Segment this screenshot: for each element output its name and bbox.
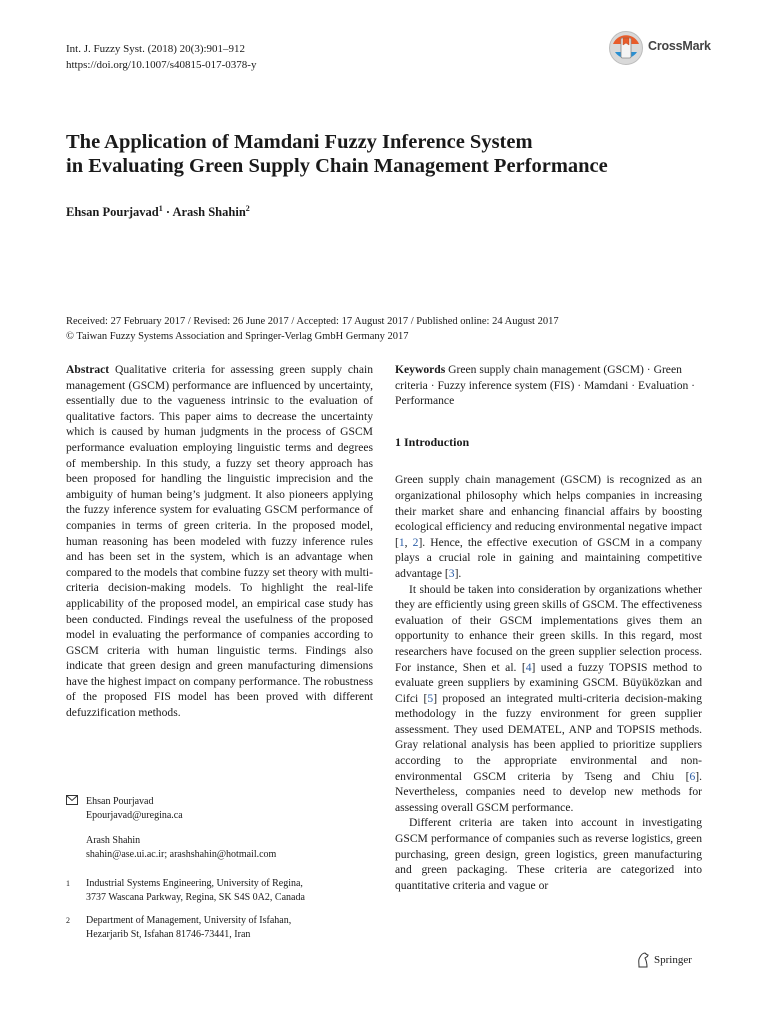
publication-history (66, 314, 706, 344)
envelope-icon (66, 795, 86, 861)
author-1[interactable]: Ehsan Pourjavad (66, 205, 159, 220)
citation-link[interactable]: 4 (525, 660, 532, 674)
title-line-1: The Application of Mamdani Fuzzy Inference System (66, 131, 533, 153)
author-separator: · (162, 205, 173, 220)
author-2[interactable]: Arash Shahin (172, 205, 246, 220)
corresponding-author-name: Ehsan Pourjavad (86, 796, 154, 807)
submission-dates: Received: 27 February 2017 / Revised: 26 June 2017 / Accepted: 17 August 2017 / Published online: 24 August 2017 (66, 316, 559, 327)
citation-link[interactable]: 5 (427, 691, 434, 705)
citation-link[interactable]: 6 (689, 769, 696, 783)
correspondence-block (66, 795, 376, 861)
affiliation-2 (66, 914, 376, 941)
affiliation-line: Hezarjarib St, Isfahan 81746-73441, Iran (86, 928, 251, 940)
crossmark-icon (608, 30, 644, 66)
keywords-label: Keywords (395, 363, 446, 376)
affiliation-1 (66, 877, 376, 904)
paper-title (66, 130, 686, 178)
intro-paragraph-2 (395, 582, 702, 816)
author-1-affil-marker: 1 (158, 204, 163, 213)
abstract-section (66, 362, 373, 721)
affiliation-number: 2 (66, 916, 70, 925)
publisher-name: Springer (654, 954, 692, 966)
text-run: ]. Nevertheless, companies need to develop new methods for assessing overall GSCM performance. (395, 769, 702, 814)
text-run: It should be taken into consideration by organizations whether they are efficiently using green skills of GSCM. The effectiveness evaluation of their GSCM implementations gives them an opportunity to enhance their green skills. In this regard, most researchers have focused on the green supplier selection process. For instance, Shen et al. [ (395, 582, 702, 674)
intro-paragraph-3: Different criteria are taken into account in investigating GSCM performance of companies such as reverse logistics, green purchasing, green design, green logistics, green manufacturing and green packaging. These criteria are categorized into quantitative criteria and vague or (395, 816, 702, 892)
text-run: , (404, 535, 413, 549)
text-run: ] proposed an integrated multi-criteria decision-making methodology in the fuzzy environment for green supplier assessment. They used DEMATEL, ANP and TOPSIS methods. Gray relational analysis has been applied to prioritize suppliers according to the appropriate environmental and non-environmental GSCM criteria by Tseng and Chiu [ (395, 691, 702, 783)
doi-link[interactable]: https://doi.org/10.1007/s40815-017-0378-y (66, 59, 257, 71)
affiliation-number: 1 (66, 879, 70, 888)
keywords-paragraph (395, 362, 702, 409)
publisher-logo (636, 952, 692, 968)
crossmark-badge[interactable] (608, 30, 711, 66)
text-run: ]. Hence, the effective execution of GSCM in a company plays a crucial role in gaining and maintaining competitive advantage [ (395, 535, 702, 580)
text-run: ]. (454, 566, 462, 580)
section-heading-introduction: 1 Introduction (395, 434, 470, 449)
abstract-label: Abstract (66, 363, 110, 376)
journal-citation (66, 41, 256, 73)
affiliation-line: Department of Management, University of Isfahan, (86, 915, 292, 926)
crossmark-label: CrossMark (648, 39, 711, 53)
citation-link[interactable]: 1 (398, 535, 405, 549)
text-run: Green supply chain management (GSCM) is recognized as an organizational philosophy which helps companies in increasing their market share and enhancing financial affairs by boosting ecological efficiency and reducing environmental negative impact [ (395, 473, 702, 549)
springer-horse-icon (636, 952, 650, 968)
abstract-text: Qualitative criteria for assessing green supply chain management (GSCM) performance are influenced by uncertainty, essentially due to the vagueness intrinsic to the evaluation of qualitative factors. This paper aims to decrease the uncertainty which is caused by human judgments in the process of GSCM performance evaluation employing linguistic terms and degrees of membership. In this study, a fuzzy set theory approach has been proposed for handling the linguistic imprecision and the ambiguity of human being’s judgment. It also pioneers applying the fuzzy inference system for evaluating GSCM performance of companies in terms of green criteria. In the proposed model, human reasoning has been modeled with fuzzy inference rules and has been set in the system, which is an advantage when compared to the models that combine fuzzy set theory with multi-criteria decision-making models. To highlight the real-life applicability of the proposed model, an empirical case study has been conducted. Findings reveal the usefulness of the proposed model in evaluating the performance of companies according to GSCM criteria with human linguistic terms. Findings also indicate that green design and green manufacturing dimensions have the highest impact on company performance. The robustness of the proposed FIS model has been proved with different defuzzification methods. (66, 363, 373, 720)
corresponding-author-email[interactable]: Epourjavad@uregina.ca (86, 809, 183, 821)
affiliation-line: 3737 Wascana Parkway, Regina, SK S4S 0A2, Canada (86, 891, 305, 903)
second-author-email[interactable]: shahin@ase.ui.ac.ir; arashshahin@hotmail.com (86, 848, 277, 860)
affiliation-line: Industrial Systems Engineering, University of Regina, (86, 878, 303, 889)
author-list (66, 204, 250, 220)
author-2-affil-marker: 2 (245, 204, 250, 213)
intro-paragraph-1 (395, 472, 702, 581)
citation-link[interactable]: 2 (412, 535, 419, 549)
title-line-2: in Evaluating Green Supply Chain Management Performance (66, 155, 608, 177)
abstract-paragraph (66, 362, 373, 721)
footnotes (66, 795, 376, 941)
copyright-notice: © Taiwan Fuzzy Systems Association and Springer-Verlag GmbH Germany 2017 (66, 331, 409, 342)
keywords-text: Green supply chain management (GSCM) · Green criteria · Fuzzy inference system (FIS) · Mamdani · Evaluation · Performance (395, 363, 696, 408)
journal-reference: Int. J. Fuzzy Syst. (2018) 20(3):901–912 (66, 43, 246, 55)
citation-link[interactable]: 3 (448, 566, 455, 580)
right-column (395, 362, 702, 893)
second-author-name: Arash Shahin (86, 835, 141, 846)
text-run: ] used a fuzzy TOPSIS method to evaluate green suppliers by examining GSCM. Büyüközkan and Cifci [ (395, 660, 702, 705)
